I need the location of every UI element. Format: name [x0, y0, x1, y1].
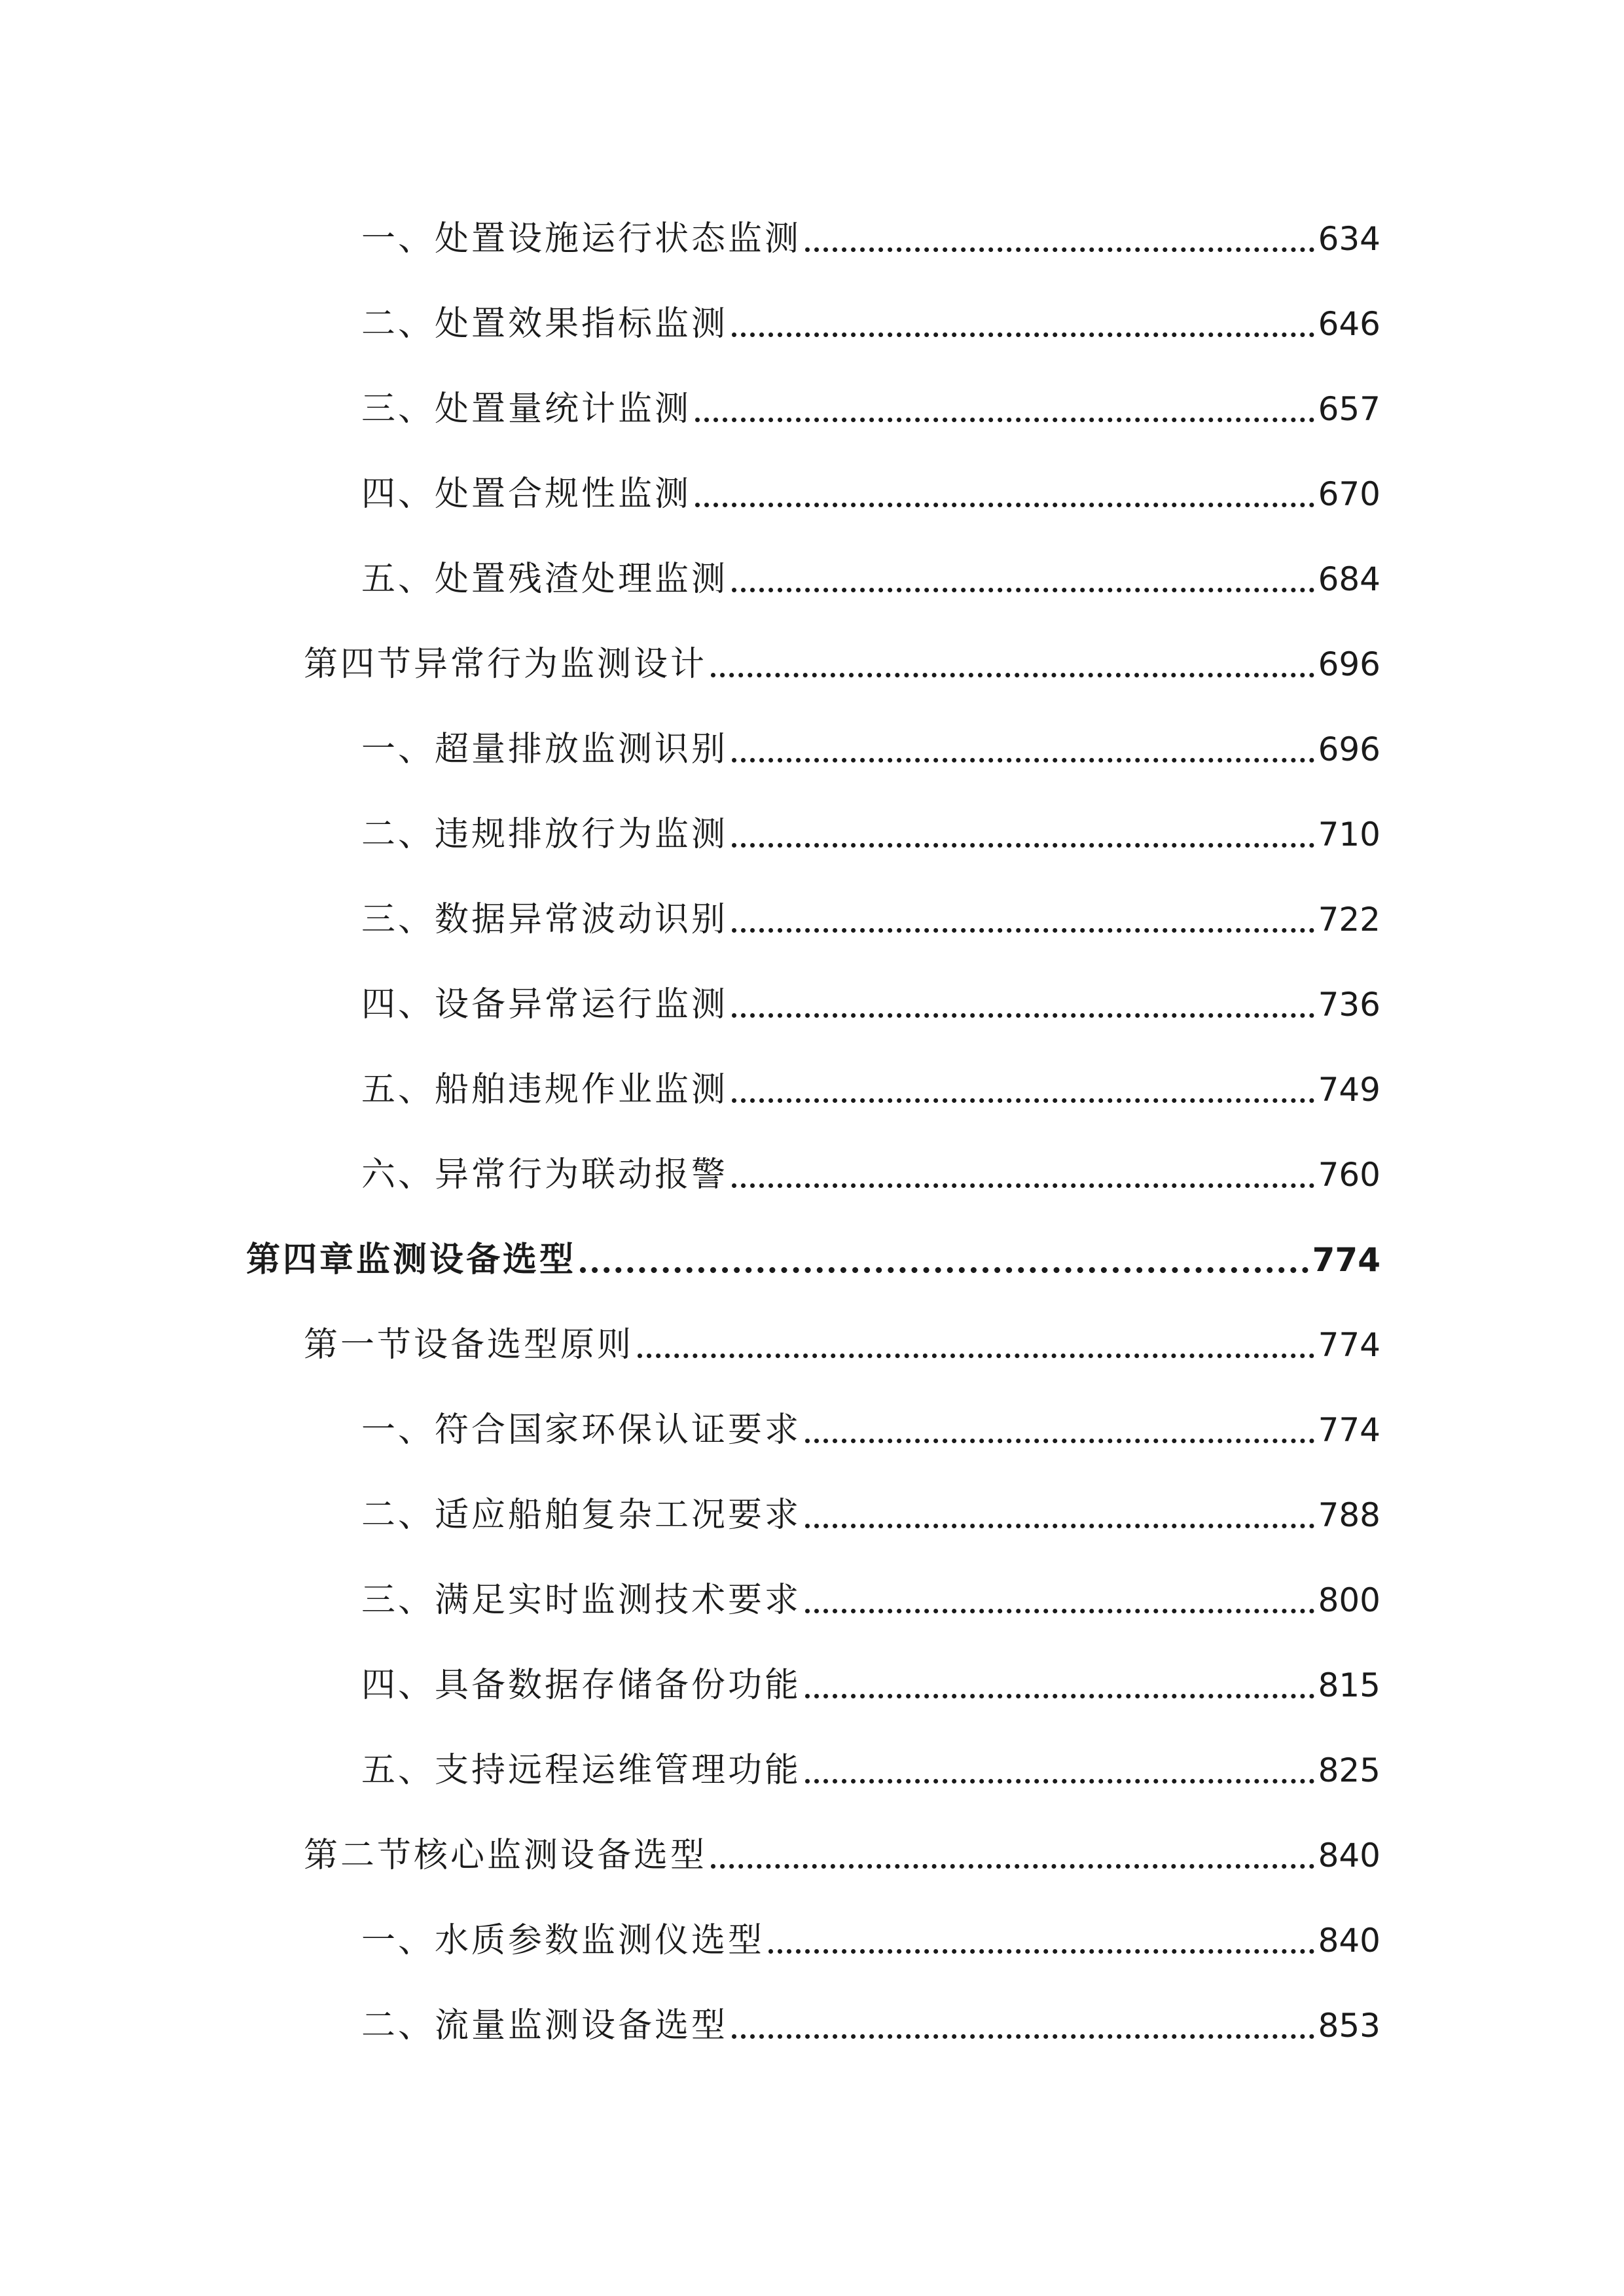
toc-entry-title: 三、满足实时监测技术要求	[361, 1581, 802, 1620]
toc-entry-page: 774	[1318, 1326, 1380, 1364]
toc-entry-title: 三、数据异常波动识别	[361, 900, 729, 939]
toc-entry[interactable]	[361, 2000, 1380, 2052]
toc-entry[interactable]	[361, 383, 1380, 435]
toc-entry-page: 853	[1318, 2007, 1380, 2045]
toc-entry[interactable]	[361, 723, 1380, 776]
toc-entry-title: 一、超量排放监测识别	[361, 730, 729, 769]
toc-dot-leader	[732, 1183, 1314, 1188]
toc-dot-leader	[732, 2034, 1314, 2039]
toc-dot-leader	[695, 503, 1314, 507]
toc-entry-title: 第四章监测设备选型	[246, 1240, 577, 1280]
toc-entry-page: 646	[1318, 305, 1380, 343]
toc-entry-page: 634	[1318, 220, 1380, 258]
toc-entry-title: 一、处置设施运行状态监测	[361, 219, 802, 259]
toc-entry-page: 788	[1318, 1496, 1380, 1534]
toc-entry-title: 五、处置残渣处理监测	[361, 560, 729, 599]
toc-entry[interactable]	[361, 1404, 1380, 1456]
toc-dot-leader	[695, 418, 1314, 422]
toc-entry-title: 四、处置合规性监测	[361, 475, 692, 514]
toc-dot-leader	[638, 1354, 1314, 1358]
toc-entry-title: 第二节核心监测设备选型	[304, 1836, 708, 1875]
toc-entry-page: 840	[1318, 1837, 1380, 1874]
toc-dot-leader	[711, 673, 1314, 677]
toc-entry[interactable]	[361, 468, 1380, 520]
toc-entry-page: 840	[1318, 1922, 1380, 1960]
toc-entry-title: 二、违规排放行为监测	[361, 815, 729, 854]
toc-entry-page: 800	[1318, 1581, 1380, 1619]
toc-entry-page: 722	[1318, 901, 1380, 939]
toc-dot-leader	[732, 928, 1314, 933]
toc-entry[interactable]	[361, 213, 1380, 265]
toc-entry-title: 四、具备数据存储备份功能	[361, 1666, 802, 1705]
toc-entry[interactable]	[361, 1744, 1380, 1797]
toc-dot-leader	[805, 247, 1314, 252]
toc-dot-leader	[805, 1694, 1314, 1698]
toc-entry-title: 第四节异常行为监测设计	[304, 645, 708, 684]
toc-entry-title: 一、水质参数监测仪选型	[361, 1921, 765, 1960]
toc-entry-page: 670	[1318, 475, 1380, 513]
toc-entry-page: 684	[1318, 560, 1380, 598]
toc-entry-chapter[interactable]	[246, 1234, 1380, 1286]
toc-dot-leader	[732, 843, 1314, 848]
toc-entry[interactable]	[361, 1064, 1380, 1116]
toc-dot-leader	[732, 1098, 1314, 1103]
toc-dot-leader	[732, 758, 1314, 762]
toc-entry-page: 815	[1318, 1666, 1380, 1704]
toc-entry-page: 774	[1312, 1241, 1380, 1279]
toc-entry-title: 二、流量监测设备选型	[361, 2006, 729, 2045]
toc-dot-leader	[580, 1267, 1308, 1273]
toc-entry[interactable]	[361, 1489, 1380, 1541]
toc-entry[interactable]	[361, 1914, 1380, 1967]
toc-entry-title: 二、处置效果指标监测	[361, 304, 729, 344]
toc-entry-title: 三、处置量统计监测	[361, 389, 692, 429]
toc-entry-title: 六、异常行为联动报警	[361, 1155, 729, 1194]
toc-dot-leader	[732, 332, 1314, 337]
toc-entry[interactable]	[361, 298, 1380, 350]
toc-entry-title: 二、适应船舶复杂工况要求	[361, 1496, 802, 1535]
toc-entry-page: 710	[1318, 816, 1380, 853]
toc-dot-leader	[732, 588, 1314, 592]
toc-dot-leader	[805, 1609, 1314, 1613]
toc-entry[interactable]	[304, 1319, 1380, 1371]
toc-entry[interactable]	[304, 1829, 1380, 1882]
toc-dot-leader	[805, 1439, 1314, 1443]
toc-entry-page: 825	[1318, 1751, 1380, 1789]
toc-entry[interactable]	[361, 978, 1380, 1031]
toc-entry-page: 774	[1318, 1411, 1380, 1449]
toc-dot-leader	[805, 1524, 1314, 1528]
toc-dot-leader	[711, 1864, 1314, 1869]
toc-entry[interactable]	[361, 893, 1380, 946]
toc-entry-title: 四、设备异常运行监测	[361, 985, 729, 1024]
toc-entry[interactable]	[361, 1659, 1380, 1712]
toc-entry-page: 736	[1318, 986, 1380, 1024]
toc-entry-title: 五、船舶违规作业监测	[361, 1070, 729, 1109]
toc-entry-title: 一、符合国家环保认证要求	[361, 1410, 802, 1450]
toc-entry[interactable]	[361, 1574, 1380, 1626]
toc-entry-page: 749	[1318, 1071, 1380, 1109]
toc-dot-leader	[732, 1013, 1314, 1018]
toc-entry-title: 第一节设备选型原则	[304, 1325, 634, 1365]
toc-entry-page: 657	[1318, 390, 1380, 428]
toc-entry-page: 760	[1318, 1156, 1380, 1194]
toc-entry[interactable]	[361, 553, 1380, 605]
toc-entry-page: 696	[1318, 645, 1380, 683]
toc-entry[interactable]	[304, 638, 1380, 691]
toc-entry[interactable]	[361, 1149, 1380, 1201]
toc-entry-title: 五、支持远程运维管理功能	[361, 1751, 802, 1790]
toc-entry[interactable]	[361, 808, 1380, 861]
toc-dot-leader	[768, 1949, 1314, 1954]
toc-entry-page: 696	[1318, 730, 1380, 768]
toc-dot-leader	[805, 1779, 1314, 1784]
